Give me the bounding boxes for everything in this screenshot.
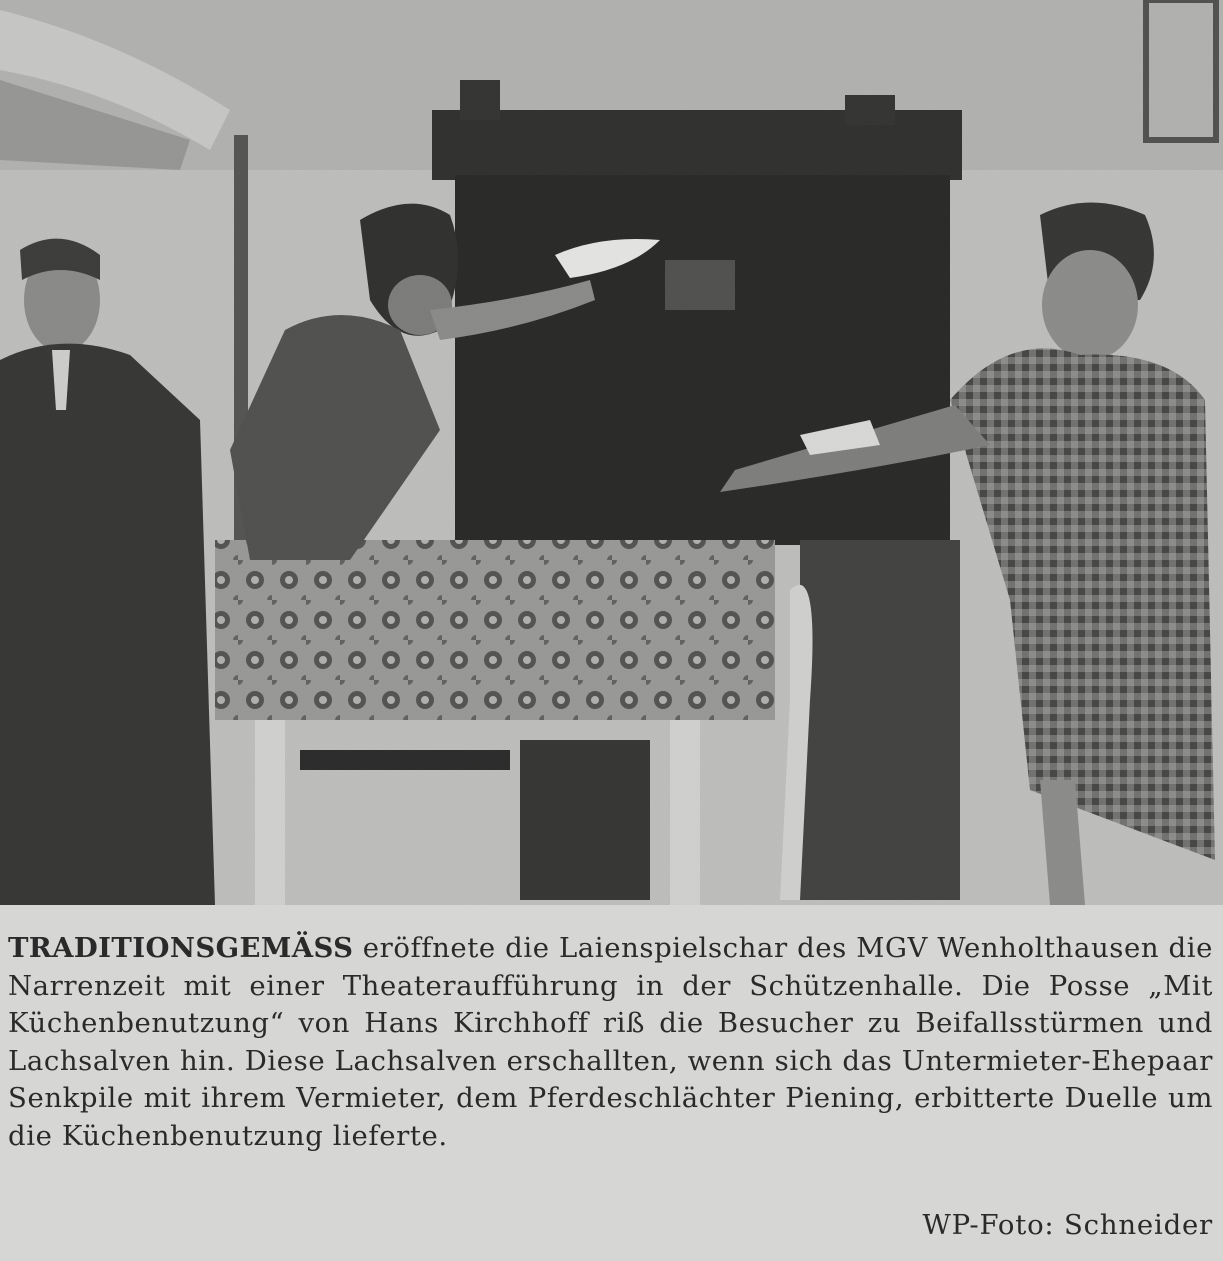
caption-lead: TRADITIONSGEMÄSS	[8, 932, 354, 964]
caption-text: eröffnete die Laienspielschar des MGV Wenholthausen die Narrenzeit mit einer Theateraufführung in der Schützenhalle. Die Posse „Mit Küchenbenutzung“ von Hans Kirchhoff riß die Besucher zu Beifallsstürmen und Lachsalven hin. Diese Lachsalven erschallten, wenn sich das Untermieter-Ehepaar Senkpile mit ihrem Vermieter, dem Pferdeschlächter Piening, erbitterte Duelle um die Küchenbenutzung lieferte.	[8, 932, 1213, 1152]
photo-caption	[8, 930, 1213, 1155]
photo-credit: WP-Foto: Schneider	[922, 1209, 1213, 1241]
caption-paragraph	[8, 930, 1213, 1155]
